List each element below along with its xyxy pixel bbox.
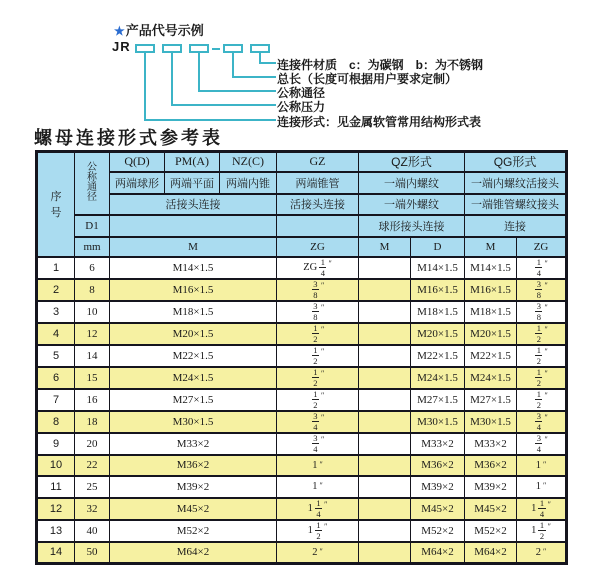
product-code-heading-text: 产品代号示例 [125,23,204,38]
row-dn: 14 [75,345,110,367]
table-header [37,152,567,257]
qg-zg-value: $\frac{3}{4}$ ″ [517,411,567,433]
m-value: M39×2 [110,476,277,498]
header-desc-qd: 两端球形 [110,172,165,194]
header-desc-nzc: 两端内锥 [220,172,277,194]
qz-d-value: M36×2 [411,455,465,477]
header-desc-gz: 两端锥管 [277,172,359,194]
gz-zg-value: $\frac{3}{8}$ ″ [277,301,359,323]
header-mm: mm [75,237,110,257]
connector-line [198,90,276,92]
header-group-nzc: NZ(C) [220,152,277,172]
qg-m-value: M14×1.5 [465,257,517,279]
table-row [37,498,567,520]
qg-m-value: M27×1.5 [465,389,517,411]
header-group-qz: QZ形式 [359,152,465,172]
header-unit-qg-zg: ZG [517,237,567,257]
row-no: 11 [37,476,75,498]
m-value: M36×2 [110,455,277,477]
table-row [37,257,567,279]
qg-m-value: M20×1.5 [465,323,517,345]
header-desc-qz: 一端内螺纹 [359,172,465,194]
header-desc-qg: 一端内螺纹活接头 [465,172,567,194]
qg-zg-value: $\frac{3}{8}$ ″ [517,279,567,301]
code-box-4 [223,44,243,53]
row-no: 13 [37,520,75,542]
row-dn: 25 [75,476,110,498]
header-unit-qz-d: D [411,237,465,257]
qg-m-value: M24×1.5 [465,367,517,389]
row-no: 5 [37,345,75,367]
gz-zg-value: $\frac{1}{2}$ ″ [277,345,359,367]
qg-m-value: M52×2 [465,520,517,542]
qg-zg-value: $\frac{1}{2}$ ″ [517,345,567,367]
row-dn: 16 [75,389,110,411]
header-conn-gz: 活接头连接 [277,194,359,215]
m-value: M27×1.5 [110,389,277,411]
row-dn: 50 [75,542,110,564]
qg-zg-value: $\frac{3}{8}$ ″ [517,301,567,323]
row-dn: 15 [75,367,110,389]
callout-material: 连接件材质 c：为碳钢 b：为不锈钢 [277,58,484,72]
header-conn-qz: 一端外螺纹 [359,194,465,215]
table-row [37,433,567,455]
product-code-prefix: JR [112,39,131,54]
qz-d-value: M16×1.5 [411,279,465,301]
m-value: M30×1.5 [110,411,277,433]
connector-line [144,53,146,121]
nut-connection-table [35,150,568,565]
qz-d-value: M20×1.5 [411,323,465,345]
qz-m-value [359,542,411,564]
qz-d-value: M45×2 [411,498,465,520]
gz-zg-value: $\frac{1}{2}$ ″ [277,367,359,389]
m-value: M52×2 [110,520,277,542]
code-box-5 [250,44,270,53]
callout-pressure: 公称压力 [277,100,326,114]
header-connect: 连接 [465,215,567,237]
connector-line [198,53,200,92]
qz-d-value: M18×1.5 [411,301,465,323]
gz-zg-value: $\frac{3}{8}$ ″ [277,279,359,301]
row-dn: 8 [75,279,110,301]
row-dn: 32 [75,498,110,520]
m-value: M33×2 [110,433,277,455]
header-unit-zg: ZG [277,237,359,257]
row-dn: 20 [75,433,110,455]
qg-zg-value: 1 $\frac{1}{4}$ ″ [517,498,567,520]
header-desc-pma: 两端平面 [165,172,220,194]
row-no: 7 [37,389,75,411]
qz-m-value [359,455,411,477]
header-d1: D1 [75,215,110,237]
table-title: 螺母连接形式参考表 [34,128,223,148]
header-dn: 公 称 通 径 [75,152,110,215]
qz-m-value [359,498,411,520]
qg-zg-value: 1 ″ [517,476,567,498]
star-icon: ★ [114,24,125,38]
qg-zg-value: $\frac{1}{4}$ ″ [517,257,567,279]
row-no: 3 [37,301,75,323]
table-body [37,257,567,564]
header-blank-left [110,215,277,237]
qz-d-value: M30×1.5 [411,411,465,433]
qg-m-value: M33×2 [465,433,517,455]
row-no: 12 [37,498,75,520]
header-unit-m: M [110,237,277,257]
gz-zg-value: 1 $\frac{1}{2}$ ″ [277,520,359,542]
m-value: M20×1.5 [110,323,277,345]
qz-d-value: M22×1.5 [411,345,465,367]
m-value: M64×2 [110,542,277,564]
table-row [37,345,567,367]
code-box-2 [162,44,182,53]
product-code-heading [114,20,204,39]
gz-zg-value: 1 ″ [277,455,359,477]
qg-zg-value: 1 $\frac{1}{2}$ ″ [517,520,567,542]
m-value: M24×1.5 [110,367,277,389]
qz-d-value: M27×1.5 [411,389,465,411]
qz-m-value [359,520,411,542]
gz-zg-value: $\frac{1}{2}$ ″ [277,323,359,345]
gz-zg-value: $\frac{3}{4}$ ″ [277,411,359,433]
qz-d-value: M14×1.5 [411,257,465,279]
header-seq: 序 号 [37,152,75,257]
row-dn: 22 [75,455,110,477]
header-blank-gz [277,215,359,237]
header-group-qd: Q(D) [110,152,165,172]
table-row [37,476,567,498]
header-conn-qg: 一端锥管螺纹接头 [465,194,567,215]
row-no: 1 [37,257,75,279]
gz-zg-value: 1 $\frac{1}{4}$ ″ [277,498,359,520]
gz-zg-value: 1 ″ [277,476,359,498]
qz-m-value [359,476,411,498]
connector-line [232,76,276,78]
row-no: 9 [37,433,75,455]
qz-d-value: M52×2 [411,520,465,542]
table-row [37,411,567,433]
m-value: M16×1.5 [110,279,277,301]
qz-d-value: M64×2 [411,542,465,564]
m-value: M22×1.5 [110,345,277,367]
table-row [37,367,567,389]
row-no: 8 [37,411,75,433]
row-no: 2 [37,279,75,301]
row-no: 4 [37,323,75,345]
table-row [37,520,567,542]
qg-m-value: M45×2 [465,498,517,520]
row-dn: 10 [75,301,110,323]
header-group-qg: QG形式 [465,152,567,172]
qz-m-value [359,367,411,389]
table-row [37,301,567,323]
callout-diameter: 公称通径 [277,86,326,100]
table-row [37,389,567,411]
table-row [37,542,567,564]
gz-zg-value: $\frac{1}{2}$ ″ [277,389,359,411]
qg-m-value: M36×2 [465,455,517,477]
header-unit-qz-m: M [359,237,411,257]
qz-m-value [359,279,411,301]
m-value: M14×1.5 [110,257,277,279]
gz-zg-value: 2 ″ [277,542,359,564]
code-box-3 [189,44,209,53]
qz-d-value: M39×2 [411,476,465,498]
qg-m-value: M16×1.5 [465,279,517,301]
m-value: M45×2 [110,498,277,520]
qg-m-value: M64×2 [465,542,517,564]
m-value: M18×1.5 [110,301,277,323]
qg-zg-value: 1 ″ [517,455,567,477]
connector-line [232,53,234,78]
row-no: 6 [37,367,75,389]
table-row [37,455,567,477]
table-row [37,323,567,345]
connector-line [144,119,276,121]
qg-m-value: M18×1.5 [465,301,517,323]
qz-m-value [359,257,411,279]
header-conn-left: 活接头连接 [110,194,277,215]
qg-m-value: M30×1.5 [465,411,517,433]
table-row [37,279,567,301]
qz-m-value [359,433,411,455]
row-no: 10 [37,455,75,477]
qg-zg-value: $\frac{1}{2}$ ″ [517,323,567,345]
qg-m-value: M39×2 [465,476,517,498]
gz-zg-value: $\frac{3}{4}$ ″ [277,433,359,455]
header-unit-qg-m: M [465,237,517,257]
qz-d-value: M33×2 [411,433,465,455]
qz-m-value [359,301,411,323]
header-group-pma: PM(A) [165,152,220,172]
qg-zg-value: $\frac{1}{2}$ ″ [517,367,567,389]
qg-zg-value: 2 ″ [517,542,567,564]
qz-m-value [359,345,411,367]
qz-m-value [359,411,411,433]
callout-connection: 连接形式：见金属软管常用结构形式表 [277,115,482,129]
header-group-gz: GZ [277,152,359,172]
row-no: 14 [37,542,75,564]
qg-m-value: M22×1.5 [465,345,517,367]
qz-m-value [359,323,411,345]
connector-line [171,104,276,106]
row-dn: 6 [75,257,110,279]
row-dn: 18 [75,411,110,433]
row-dn: 40 [75,520,110,542]
qz-d-value: M24×1.5 [411,367,465,389]
row-dn: 12 [75,323,110,345]
qg-zg-value: $\frac{3}{4}$ ″ [517,433,567,455]
header-ball-joint: 球形接头连接 [359,215,465,237]
connector-line [259,62,276,64]
code-dash [212,48,220,50]
code-box-1 [135,44,155,53]
qg-zg-value: $\frac{1}{2}$ ″ [517,389,567,411]
connector-line [171,53,173,106]
gz-zg-value: ZG $\frac{1}{4}$ ″ [277,257,359,279]
callout-length: 总长（长度可根据用户要求定制） [277,72,458,86]
qz-m-value [359,389,411,411]
